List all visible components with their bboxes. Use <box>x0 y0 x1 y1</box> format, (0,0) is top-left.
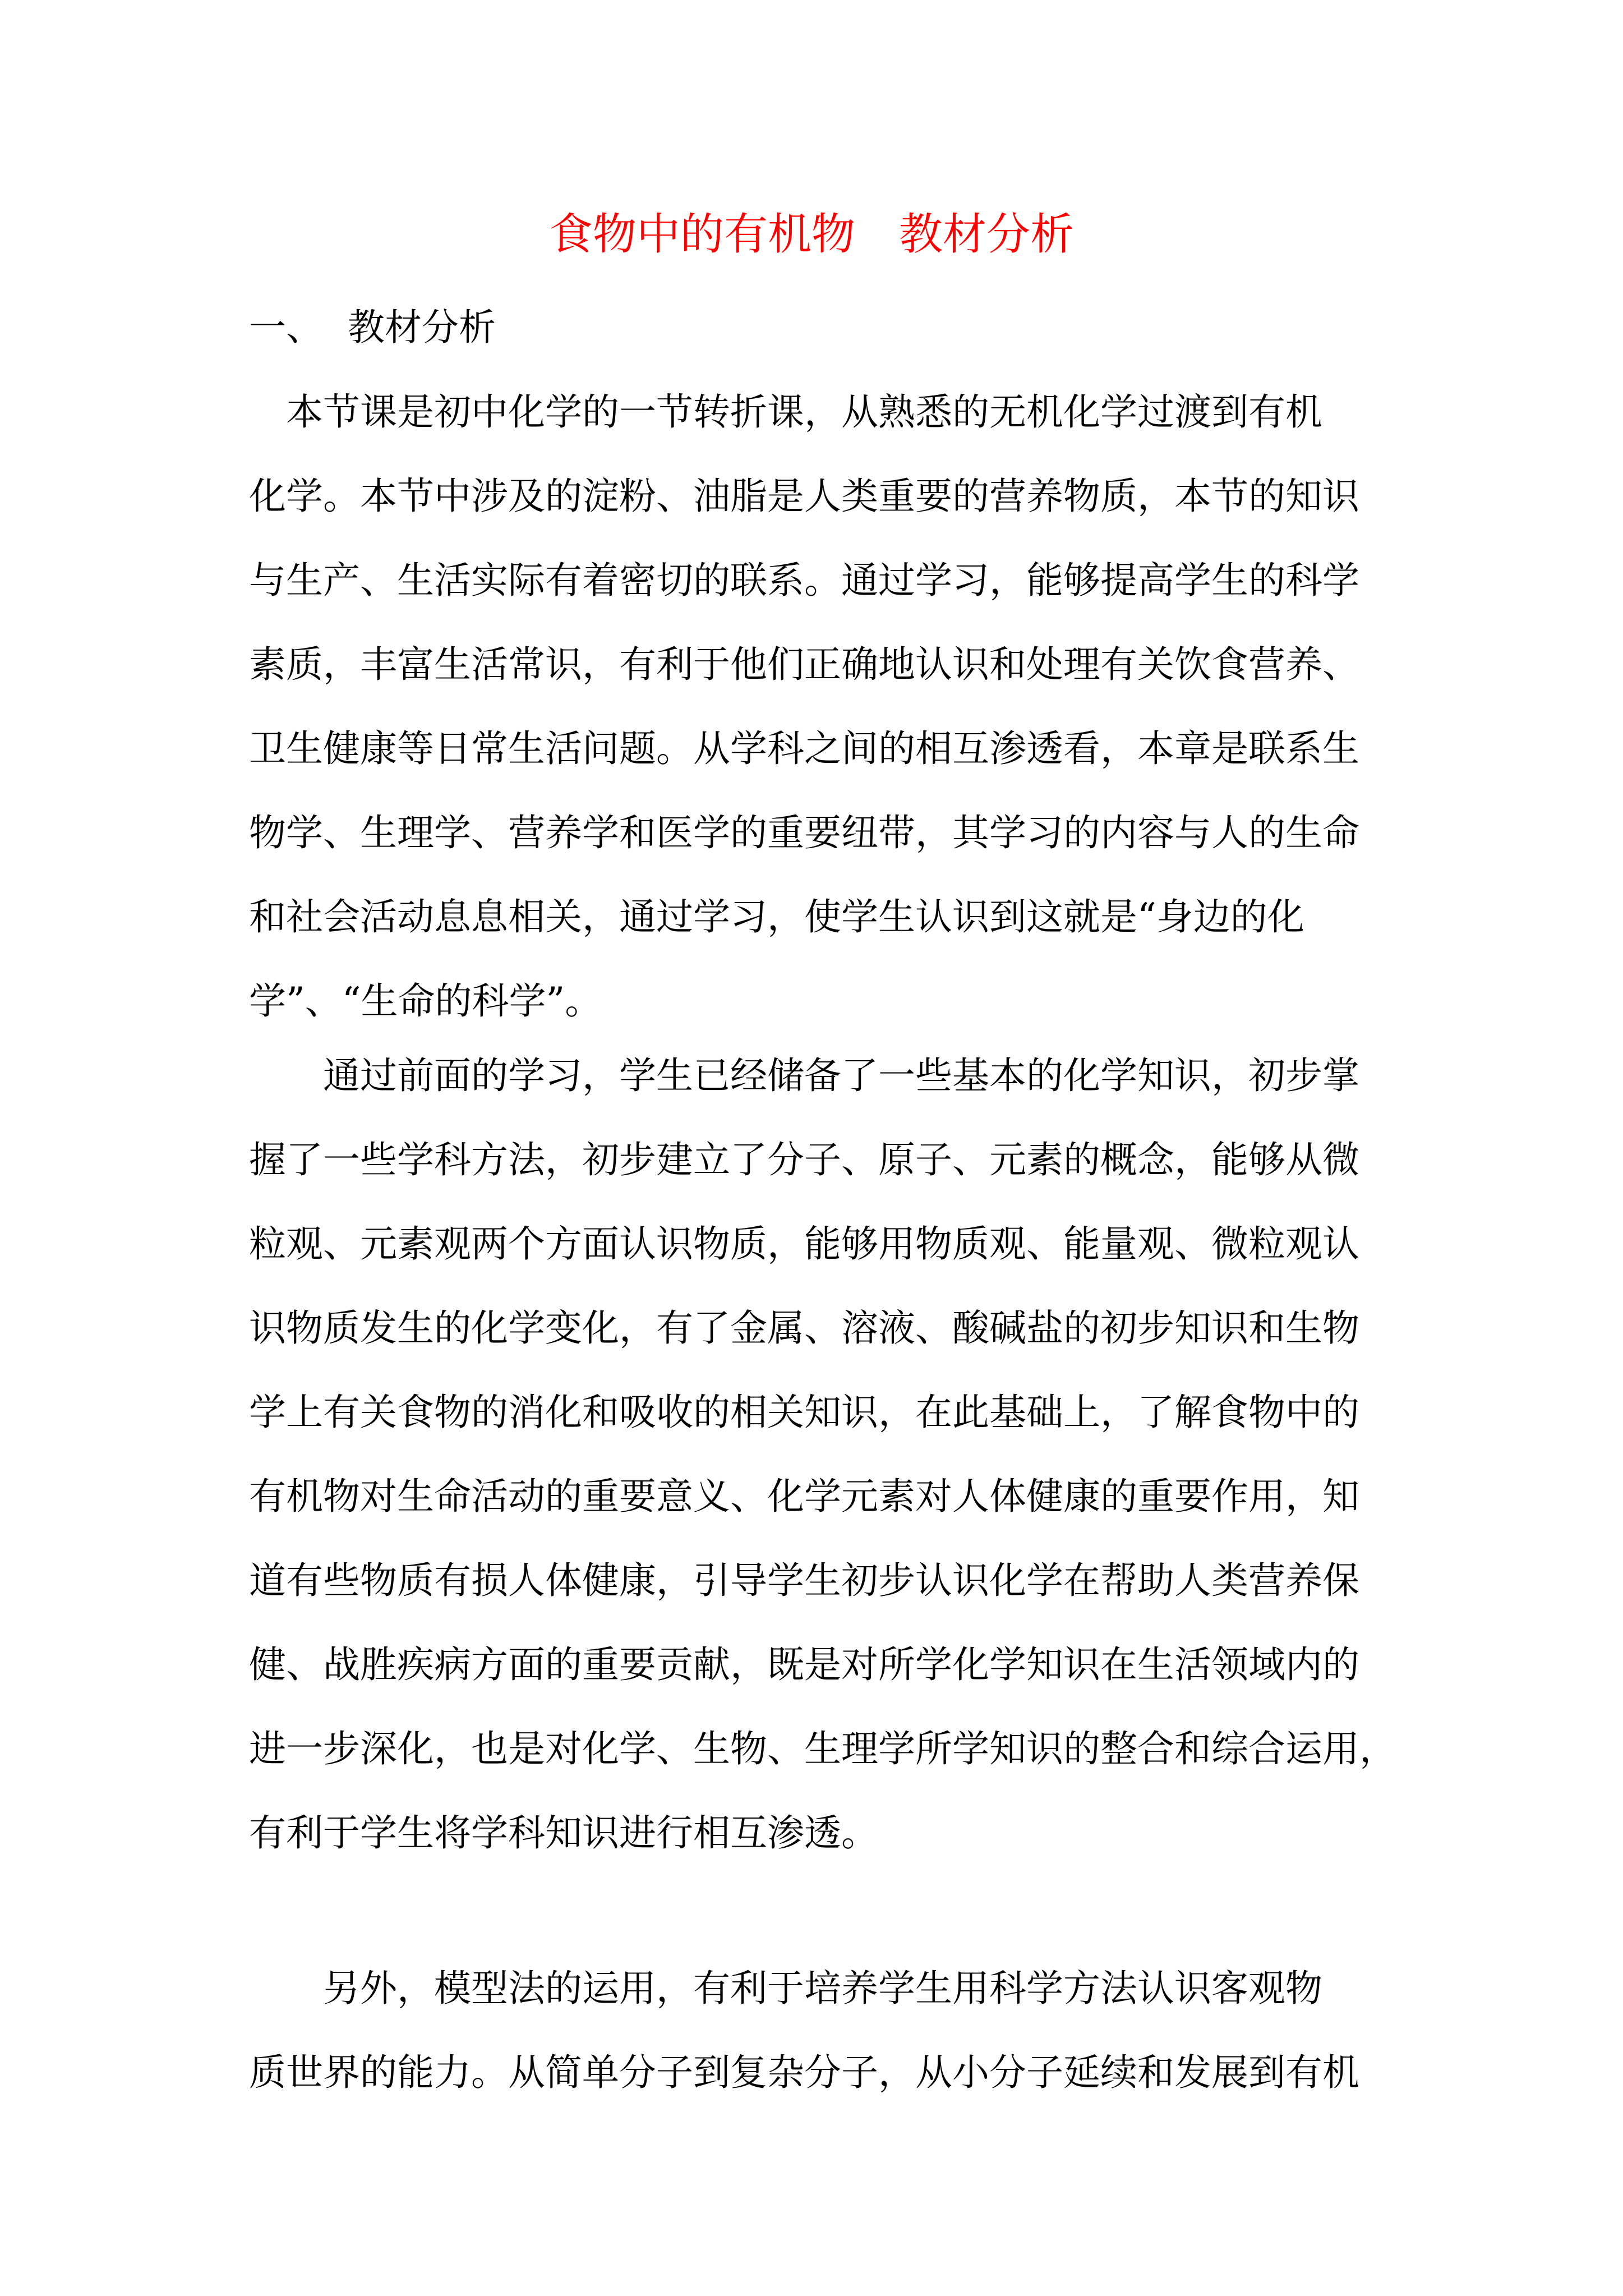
section-title: 教材分析 <box>348 306 496 349</box>
text-line: 握了一些学科方法，初步建立了分子、原子、元素的概念，能够从微 <box>249 1138 1359 1181</box>
section-heading <box>249 300 496 356</box>
text-line: 进一步深化，也是对化学、生物、生理学所学知识的整合和综合运用， <box>249 1727 1396 1770</box>
text-line: 物学、生理学、营养学和医学的重要纽带，其学习的内容与人的生命 <box>249 811 1359 854</box>
paragraph-2 <box>249 1034 1399 1875</box>
section-number: 一、 <box>249 306 323 349</box>
text-line: 有机物对生命活动的重要意义、化学元素对人体健康的重要作用，知 <box>249 1475 1359 1518</box>
text-line: 与生产、生活实际有着密切的联系。通过学习，能够提高学生的科学 <box>249 559 1359 602</box>
text-line: 本节课是初中化学的一节转折课，从熟悉的无机化学过渡到有机 <box>249 390 1322 434</box>
text-line: 另外，模型法的运用，有利于培养学生用科学方法认识客观物 <box>249 1967 1322 2010</box>
text-line: 卫生健康等日常生活问题。从学科之间的相互渗透看，本章是联系生 <box>249 727 1359 770</box>
text-line: 有利于学生将学科知识进行相互渗透。 <box>249 1811 878 1855</box>
text-line: 道有些物质有损人体健康，引导学生初步认识化学在帮助人类营养保 <box>249 1559 1359 1602</box>
text-line: 学”、“生命的科学”。 <box>249 979 602 1023</box>
text-line: 化学。本节中涉及的淀粉、油脂是人类重要的营养物质，本节的知识 <box>249 475 1359 518</box>
text-line: 和社会活动息息相关，通过学习，使学生认识到这就是“身边的化 <box>249 895 1304 938</box>
text-line: 粒观、元素观两个方面认识物质，能够用物质观、能量观、微粒观认 <box>249 1222 1359 1266</box>
document-title: 食物中的有机物 教材分析 <box>548 209 1074 260</box>
paragraph-3 <box>249 1947 1399 2115</box>
paragraph-1 <box>249 370 1399 1043</box>
text-line: 质世界的能力。从简单分子到复杂分子，从小分子延续和发展到有机 <box>249 2051 1359 2094</box>
text-line: 健、战胜疾病方面的重要贡献，既是对所学化学知识在生活领域内的 <box>249 1643 1359 1686</box>
text-line: 素质，丰富生活常识，有利于他们正确地认识和处理有关饮食营养、 <box>249 643 1359 686</box>
text-line: 识物质发生的化学变化，有了金属、溶液、酸碱盐的初步知识和生物 <box>249 1306 1359 1350</box>
text-line: 通过前面的学习，学生已经储备了一些基本的化学知识，初步掌 <box>249 1054 1359 1097</box>
text-line: 学上有关食物的消化和吸收的相关知识，在此基础上，了解食物中的 <box>249 1391 1359 1434</box>
